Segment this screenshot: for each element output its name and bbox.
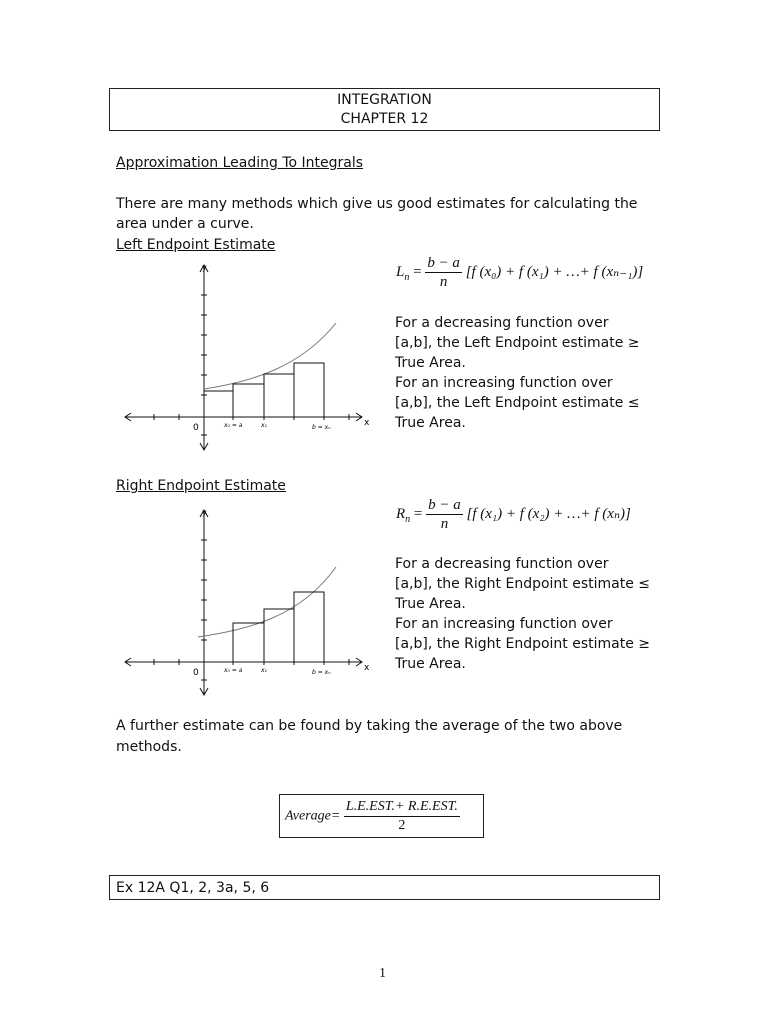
title-box: [109, 88, 660, 131]
average-fraction: [344, 798, 460, 835]
left-endpoint-formula: $L_n$ = $\frac{b - a}{n}$ [f (x₀) + f (x₁) + …+ f (xₙ₋₁)]: [396, 255, 644, 290]
average-numerator: L.E.EST.+ R.E.EST.: [344, 798, 460, 817]
origin-label: 0: [193, 668, 199, 678]
x1-label: x₁: [261, 422, 267, 429]
right-notes: [395, 554, 650, 674]
x-label: x: [364, 663, 370, 673]
exercise-box: [109, 875, 660, 900]
chapter-title: INTEGRATION: [337, 92, 432, 108]
left-rectangle: [204, 391, 233, 417]
xn-label: b = xₙ: [312, 669, 331, 676]
formula-denominator: n: [440, 516, 449, 532]
right-note-line: [a,b], the Right Endpoint estimate ≤: [395, 576, 651, 592]
origin-label: 0: [193, 423, 199, 433]
x0-label: x₀ = a: [224, 422, 243, 429]
formula-denominator: n: [439, 274, 448, 290]
x-label: x: [364, 418, 370, 428]
left-endpoint-graph: [120, 260, 380, 455]
left-rectangle: [294, 363, 324, 417]
formula-fraction: [425, 254, 462, 291]
average-denominator: 2: [398, 818, 406, 833]
left-endpoint-heading: Left Endpoint Estimate: [116, 237, 276, 253]
left-rectangle: [233, 384, 264, 417]
x1-label: x₁: [261, 667, 267, 674]
average-text-line-2: methods.: [116, 739, 182, 755]
axis-ticks: [154, 295, 349, 435]
right-note-line: [a,b], the Right Endpoint estimate ≥: [395, 636, 651, 652]
formula-numerator: b − a: [427, 255, 460, 271]
y-label: y: [202, 508, 207, 517]
intro-line-1: There are many methods which give us good estimates for calculating the: [116, 196, 638, 212]
x0-label: x₀ = a: [224, 667, 243, 674]
intro-line-2: area under a curve.: [116, 216, 254, 232]
left-note-line: True Area.: [395, 415, 466, 431]
left-note-line: True Area.: [395, 355, 466, 371]
page-number: 1: [379, 966, 386, 981]
chapter-number: CHAPTER 12: [340, 111, 429, 127]
section-heading: Approximation Leading To Integrals: [116, 155, 364, 171]
average-lhs: Average=: [285, 808, 341, 824]
right-note-line: True Area.: [395, 596, 466, 612]
average-formula-box: [279, 794, 484, 838]
right-note-line: True Area.: [395, 656, 466, 672]
function-curve: [198, 567, 336, 637]
left-note-line: [a,b], the Left Endpoint estimate ≥: [395, 335, 640, 351]
xn-label: b = xₙ: [312, 424, 331, 431]
y-label: y: [202, 263, 207, 272]
right-note-line: For a decreasing function over: [395, 556, 609, 572]
right-endpoint-graph: [120, 505, 380, 700]
formula-lhs-sub: n: [405, 513, 411, 525]
right-note-line: For an increasing function over: [395, 616, 613, 632]
right-rectangle: [264, 609, 294, 662]
left-note-line: For an increasing function over: [395, 375, 613, 391]
formula-fraction: [426, 496, 463, 533]
formula-bracket: [f (x₁) + f (x₂) + …+ f (xₙ)]: [466, 505, 631, 522]
formula-bracket: [f (x₀) + f (x₁) + …+ f (xₙ₋₁)]: [465, 263, 644, 280]
axis-ticks: [154, 540, 349, 680]
average-formula: [285, 798, 460, 835]
exercise-text: Ex 12A Q1, 2, 3a, 5, 6: [116, 880, 270, 896]
formula-lhs: L: [396, 263, 405, 280]
formula-lhs: R: [396, 505, 406, 522]
function-curve: [204, 323, 336, 389]
right-endpoint-formula: $R_n$ = $\frac{b - a}{n}$ [f (x₁) + f (x₂) + …+ f (xₙ)]: [396, 497, 631, 532]
right-endpoint-heading: Right Endpoint Estimate: [116, 478, 286, 494]
left-note-line: For a decreasing function over: [395, 315, 609, 331]
formula-lhs-sub: n: [404, 271, 410, 283]
left-note-line: [a,b], the Left Endpoint estimate ≤: [395, 395, 640, 411]
left-rectangle: [264, 374, 294, 417]
right-rectangle: [294, 592, 324, 662]
formula-numerator: b − a: [428, 497, 461, 513]
left-notes: [395, 313, 640, 433]
average-text-line-1: A further estimate can be found by taking the average of the two above: [116, 718, 623, 734]
